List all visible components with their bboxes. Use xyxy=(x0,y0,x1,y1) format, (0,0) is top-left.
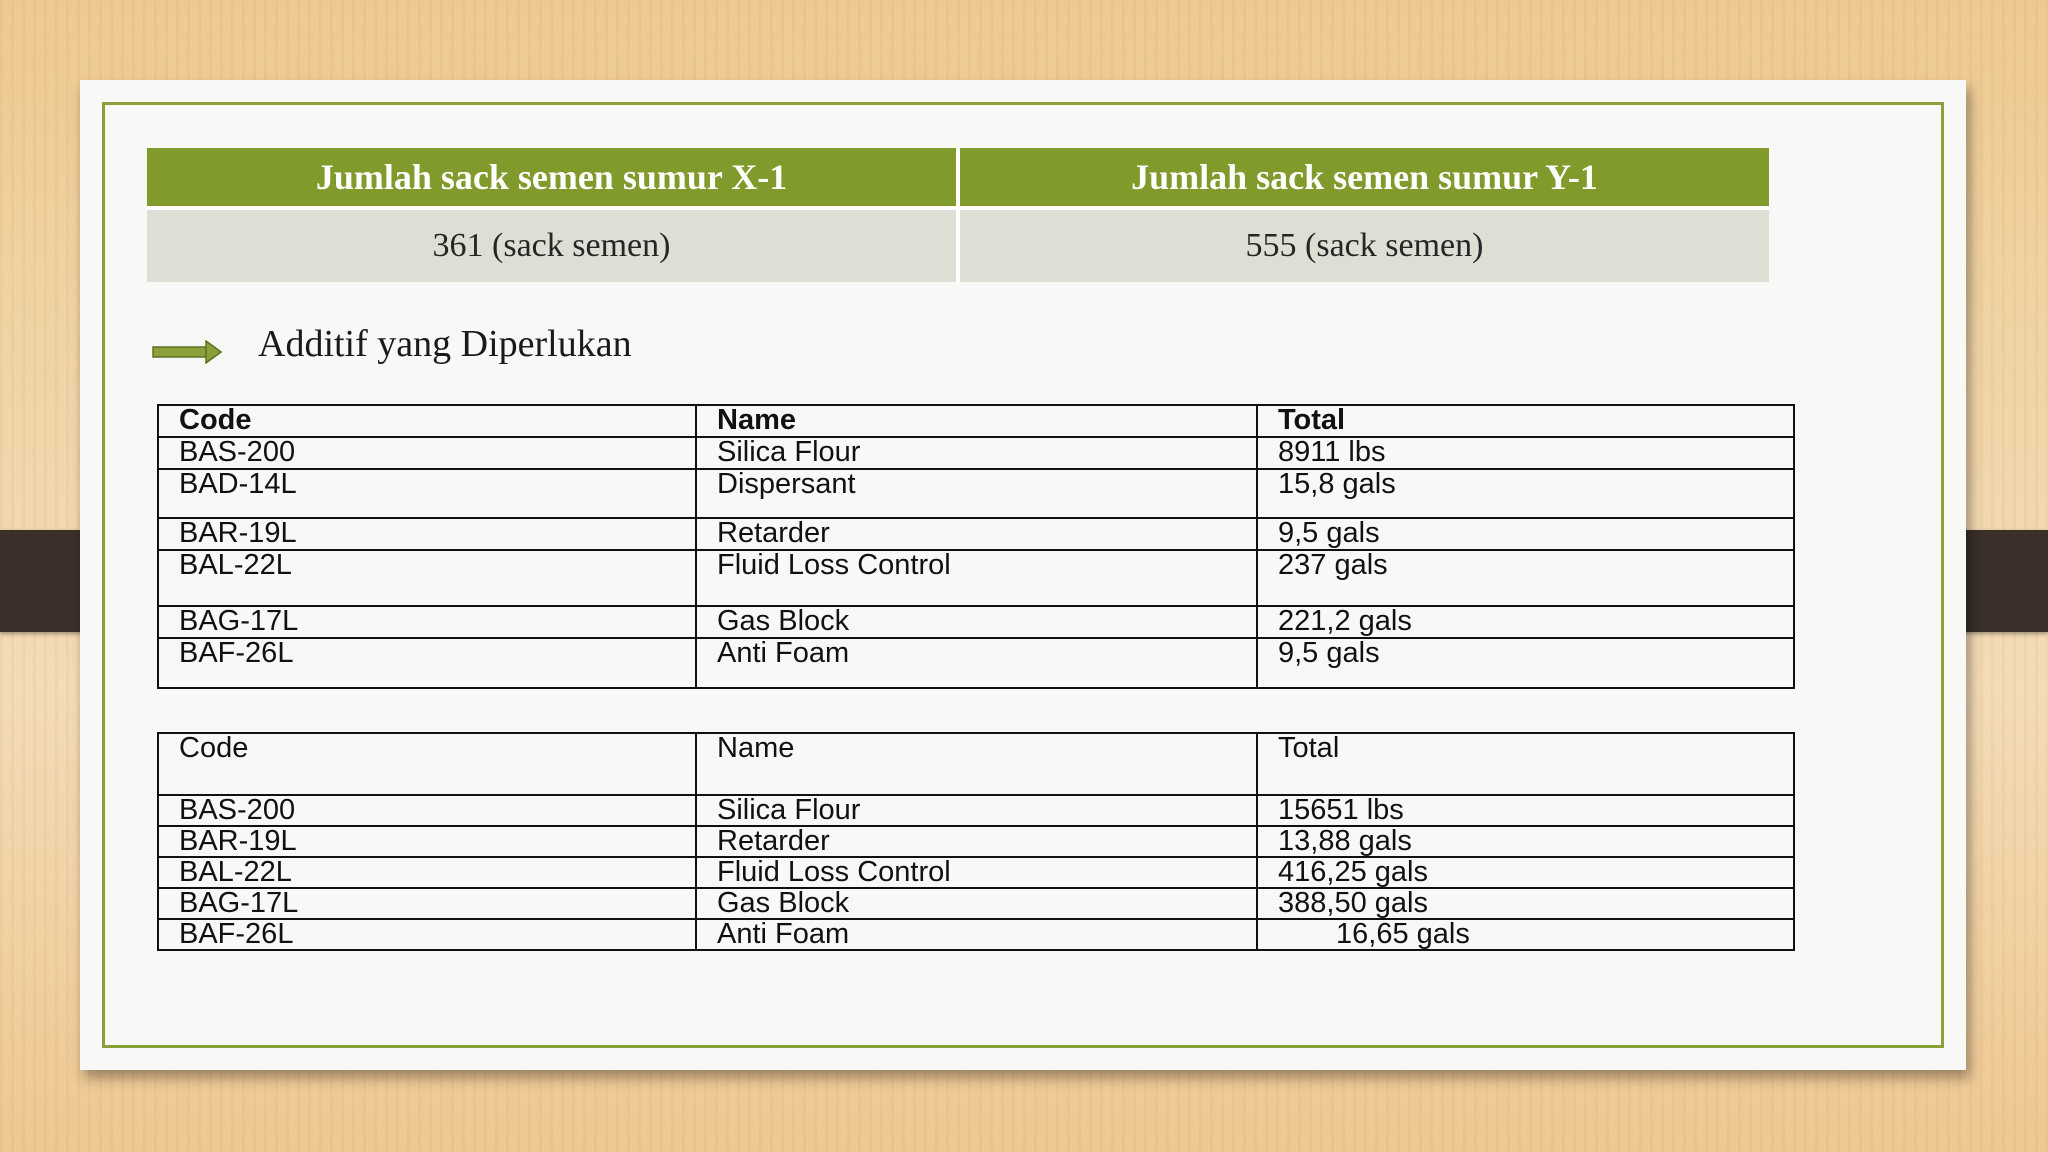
cell-code: BAG-17L xyxy=(158,888,696,919)
cell-code: BAR-19L xyxy=(158,518,696,550)
header-name: Name xyxy=(696,405,1257,437)
table-header-row xyxy=(158,733,1794,795)
table-row xyxy=(158,795,1794,826)
cell-code: BAL-22L xyxy=(158,857,696,888)
sack-count-table xyxy=(147,148,1769,282)
table-row xyxy=(158,857,1794,888)
cell-code: BAL-22L xyxy=(158,550,696,606)
cell-name: Silica Flour xyxy=(696,795,1257,826)
cell-total: 237 gals xyxy=(1257,550,1794,606)
sack-header-row xyxy=(147,148,1769,208)
table-row xyxy=(158,550,1794,606)
cell-total: 8911 lbs xyxy=(1257,437,1794,469)
cell-total: 221,2 gals xyxy=(1257,606,1794,638)
header-y1: Jumlah sack semen sumur Y-1 xyxy=(958,148,1769,208)
table-row xyxy=(158,888,1794,919)
cell-total: 388,50 gals xyxy=(1257,888,1794,919)
cell-code: BAS-200 xyxy=(158,795,696,826)
cell-total: 9,5 gals xyxy=(1257,638,1794,688)
sack-value-row xyxy=(147,208,1769,282)
cell-name: Anti Foam xyxy=(696,638,1257,688)
table-row xyxy=(158,826,1794,857)
additives-table-y1 xyxy=(157,732,1795,951)
cell-total: 13,88 gals xyxy=(1257,826,1794,857)
header-name: Name xyxy=(696,733,1257,795)
cell-code: BAD-14L xyxy=(158,469,696,518)
cell-total: 416,25 gals xyxy=(1257,857,1794,888)
cell-total: 15,8 gals xyxy=(1257,469,1794,518)
additives-table-x1 xyxy=(157,404,1795,689)
value-x1: 361 (sack semen) xyxy=(147,208,958,282)
cell-code: BAR-19L xyxy=(158,826,696,857)
cell-name: Dispersant xyxy=(696,469,1257,518)
cell-name: Retarder xyxy=(696,518,1257,550)
slide-paper xyxy=(80,80,1966,1070)
cell-code: BAF-26L xyxy=(158,638,696,688)
table-row xyxy=(158,469,1794,518)
header-code: Code xyxy=(158,733,696,795)
cell-total: 15651 lbs xyxy=(1257,795,1794,826)
cell-name: Fluid Loss Control xyxy=(696,857,1257,888)
value-y1: 555 (sack semen) xyxy=(958,208,1769,282)
cell-total: 9,5 gals xyxy=(1257,518,1794,550)
cell-name: Gas Block xyxy=(696,888,1257,919)
header-x1: Jumlah sack semen sumur X-1 xyxy=(147,148,958,208)
table-row xyxy=(158,606,1794,638)
section-label: Additif yang Diperlukan xyxy=(258,323,632,365)
cell-name: Anti Foam xyxy=(696,919,1257,950)
cell-name: Silica Flour xyxy=(696,437,1257,469)
cell-name: Gas Block xyxy=(696,606,1257,638)
table-row xyxy=(158,919,1794,950)
table-row xyxy=(158,518,1794,550)
cell-name: Fluid Loss Control xyxy=(696,550,1257,606)
table-header-row xyxy=(158,405,1794,437)
table-row xyxy=(158,638,1794,688)
table-row xyxy=(158,437,1794,469)
cell-code: BAF-26L xyxy=(158,919,696,950)
header-total: Total xyxy=(1257,733,1794,795)
header-total: Total xyxy=(1257,405,1794,437)
cell-code: BAS-200 xyxy=(158,437,696,469)
right-arrow-icon xyxy=(152,340,222,364)
cell-code: BAG-17L xyxy=(158,606,696,638)
cell-total: 16,65 gals xyxy=(1257,919,1794,950)
cell-name: Retarder xyxy=(696,826,1257,857)
header-code: Code xyxy=(158,405,696,437)
